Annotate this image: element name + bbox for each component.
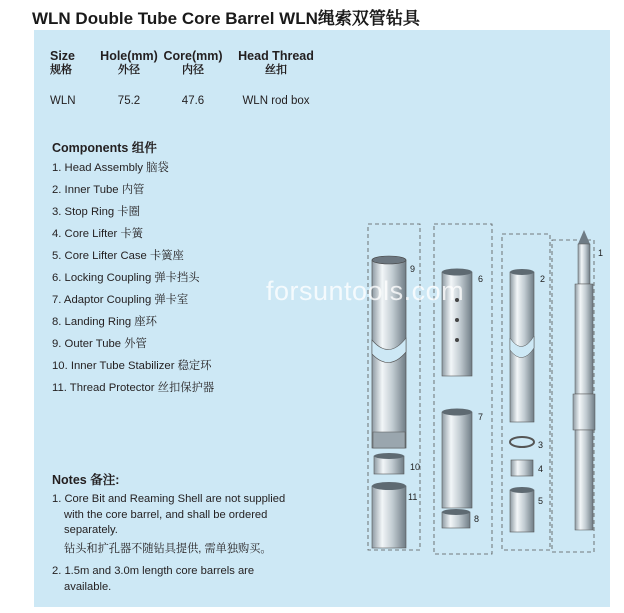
label-part-7: 7: [478, 412, 484, 422]
spec-core-value: 47.6: [181, 95, 205, 107]
thread-protector-part: [372, 482, 406, 548]
component-item: 8. Landing Ring 座环: [52, 316, 157, 328]
component-item: 7. Adaptor Coupling 弹卡室: [52, 294, 189, 306]
component-item: 11. Thread Protector 丝扣保护器: [52, 382, 215, 394]
landing-ring-part: [442, 509, 470, 528]
spec-table: [50, 49, 326, 107]
label-part-5: 5: [538, 496, 544, 506]
label-part-11: 11: [408, 492, 418, 502]
notes-title: Notes 备注:: [52, 473, 120, 487]
watermark-text: forsuntools.com: [266, 276, 465, 306]
inner-tube-part: [510, 269, 534, 422]
label-part-1: 1: [598, 248, 604, 258]
head-assembly-part: [573, 230, 595, 530]
spec-thread-value: WLN rod box: [242, 95, 310, 107]
stabilizer-part: [374, 453, 404, 474]
component-item: 4. Core Lifter 卡簧: [52, 228, 144, 240]
label-part-8: 8: [474, 514, 480, 524]
label-part-3: 3: [538, 440, 544, 450]
component-item: 6. Locking Coupling 弹卡挡头: [52, 272, 200, 284]
label-part-9: 9: [410, 264, 416, 274]
core-lifter-case-part: [510, 487, 534, 532]
note-item: [52, 564, 302, 595]
label-part-10: 10: [410, 462, 421, 472]
spec-header-thread: Head Thread 丝扣: [238, 49, 314, 76]
stop-ring-part: [510, 437, 534, 447]
component-item: 1. Head Assembly 脑袋: [52, 162, 169, 174]
spec-value-row: [50, 95, 326, 107]
spec-header-size: Size 规格: [50, 49, 76, 76]
spec-hole-value: 75.2: [117, 95, 141, 107]
note-item: [52, 492, 302, 557]
spec-header-core: Core(mm) 内径: [163, 49, 223, 76]
component-item: 5. Core Lifter Case 卡簧座: [52, 250, 184, 262]
spec-size-value: WLN: [50, 95, 76, 107]
label-part-6: 6: [478, 274, 484, 284]
page-title: WLN Double Tube Core Barrel WLN绳索双管钻具: [32, 9, 420, 28]
spec-header-hole: Hole(mm) 外径: [100, 49, 158, 76]
core-barrel-diagram: [334, 220, 604, 565]
note-text-zh: 钻头和扩孔器不随钻具提供, 需单独购买。: [64, 542, 272, 555]
component-item: 10. Inner Tube Stabilizer 稳定环: [52, 360, 212, 372]
label-part-2: 2: [540, 274, 546, 284]
components-list: [52, 161, 214, 403]
content-panel: [34, 30, 610, 607]
note-text: 1. Core Bit and Reaming Shell are not supplied with the core barrel, and shall be ordered separately.: [52, 493, 286, 536]
component-item: 2. Inner Tube 内管: [52, 184, 145, 196]
component-item: 9. Outer Tube 外管: [52, 338, 147, 350]
component-item: 3. Stop Ring 卡圈: [52, 206, 140, 218]
note-text: 2. 1.5m and 3.0m length core barrels are available.: [52, 565, 255, 593]
components-title: Components 组件: [52, 141, 157, 155]
adaptor-coupling-part: [442, 409, 472, 509]
spec-header-row: [50, 49, 326, 77]
notes-block: [52, 492, 302, 602]
label-part-4: 4: [538, 464, 544, 474]
core-lifter-part: [511, 460, 533, 476]
